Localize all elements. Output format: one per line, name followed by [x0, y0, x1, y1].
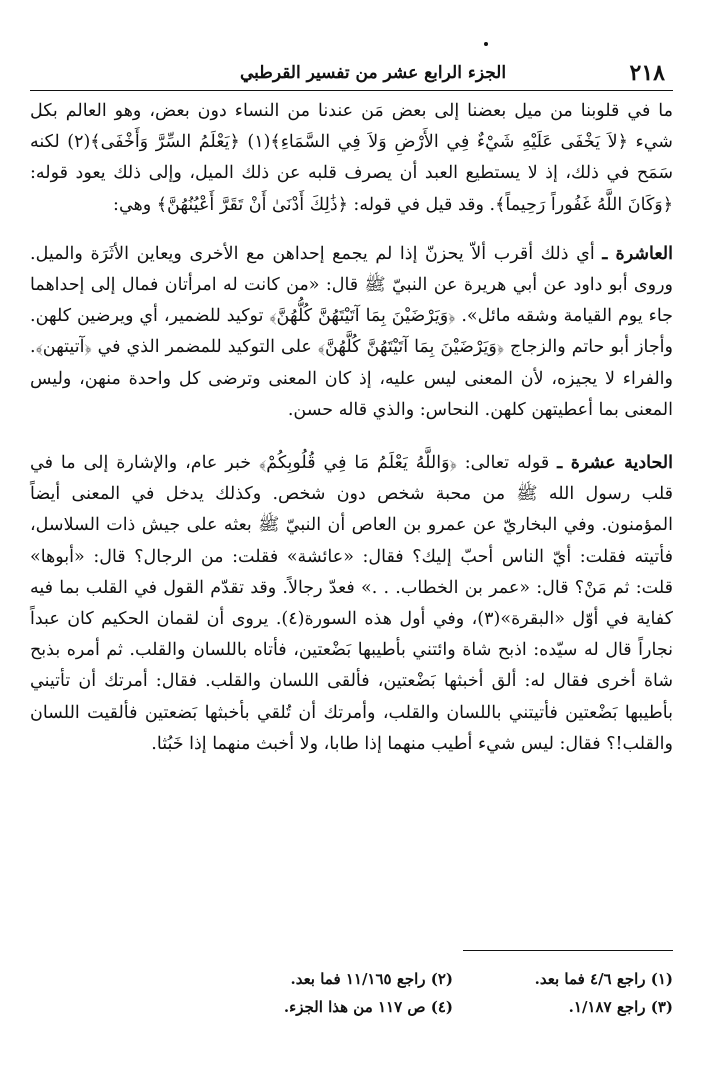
paragraph-heading: العاشرة ـ [602, 243, 673, 264]
footnote-row [30, 965, 673, 993]
main-text [30, 96, 673, 782]
paragraph-text: قوله تعالى: ﴿وَاللَّهُ يَعْلَمُ مَا فِي قُلُوبِكُمْ﴾ خبر عام، والإشارة إلى ما في قلب رسول الله ﷺ من محبة شخص دون شخص. وكذلك يدخل في المعنى أيضاً المؤمنون. وفي البخاريّ عن عمرو بن العاص أن النبيّ ﷺ بعثه على جيش ذات السلاسل، فأتيته فقلت: أيّ الناس أحبّ إليك؟ فقال: «عائشة» فقلت: من الرجال؟ قال: «أبوها» قلت: ثم مَنْ؟ قال: «عمر بن الخطاب. . .» فعدّ رجالاً. وقد تقدّم القول في القلب بما فيه كفاية في أوّل «البقرة»(٣)، وفي أول هذه السورة(٤). يروى أن لقمان الحكيم كان عبداً نجاراً قال له سيّده: اذبح شاة وائتني بأطيبها بَضْعتين، فأتاه باللسان والقلب. ثم أمره بذبح شاة أخرى فقال له: ألق أخبثها بَضْعتين، فألقى اللسان والقلب. فقال: أمرتك أن تأتيني بأطيبها بَضْعتين فأتيتني باللسان والقلب، وأمرتك أن تُلقي بأخبثها بَضعتين فألقيت اللسان والقلب!؟ فقال: ليس شيء أطيب منهما إذا طابا، ولا أخبث منهما إذا خَبُثا. [30, 453, 673, 754]
paragraph [30, 239, 673, 426]
ink-dot [484, 42, 488, 46]
footnote-rule [463, 950, 673, 951]
footnote: (٢) راجع ١١/١٦٥ فما بعد. [290, 970, 453, 988]
paragraph-text: أي ذلك أقرب ألاّ يحزنّ إذا لم يجمع إحداهن مع الأخرى ويعاين الأثَرَة والميل. وروى أبو داود عن أبي هريرة عن النبيّ ﷺ قال: «من كانت له امرأتان فمال إلى إحداهما جاء يوم القيامة وشقه مائل». ﴿وَيَرْضَيْنَ بِمَا آتَيْتَهُنَّ كُلُّهُنَّ﴾ توكيد للضمير، أي ويرضين كلهن. وأجاز أبو حاتم والزجاج ﴿وَيَرْضَيْنَ بِمَا آتَيْتَهُنَّ كُلَّهُنَّ﴾ على التوكيد للمضمر الذي في ﴿آتيتهن﴾. والفراء لا يجيزه، لأن المعنى ليس عليه، إذ كان المعنى وترضى كل واحدة منهن، وليس المعنى بما أعطيتهن كلهن. النحاس: والذي قاله حسن. [30, 243, 673, 420]
paragraph [30, 96, 673, 221]
footnote: (٣) راجع ١/١٨٧. [568, 998, 673, 1016]
footnote-row [30, 993, 673, 1021]
footnote: (٤) ص ١١٧ من هذا الجزء. [283, 998, 453, 1016]
running-title: الجزء الرابع عشر من تفسير القرطبي [240, 63, 507, 83]
footnotes [30, 965, 673, 1021]
paragraph-text: ما في قلوبنا من ميل بعضنا إلى بعض مَن عندنا من النساء دون بعض، وهو العالم بكل شيء ﴿لاَ يَخْفَى عَلَيْهِ شَيْءٌ فِي الأَرْضِ وَلاَ فِي السَّمَاءِ﴾(١) ﴿يَعْلَمُ السِّرَّ وَأَخْفَى﴾(٢) لكنه سَمَح في ذلك، إذ لا يستطيع العبد أن يصرف قلبه عن ذلك الميل، وإلى ذلك يعود قوله: ﴿وَكَانَ اللَّهُ غَفُوراً رَحِيماً﴾. وقد قيل في قوله: ﴿ذَٰلِكَ أَدْنَىٰ أَنْ تَقَرَّ أَعْيُنُهُنَّ﴾ وهي: [30, 101, 673, 215]
header-rule [30, 90, 673, 91]
page-number: ٢١٨ [629, 60, 665, 86]
paragraph [30, 448, 673, 760]
page-header [30, 58, 673, 88]
footnote: (١) راجع ٤/٦ فما بعد. [534, 970, 673, 988]
paragraph-heading: الحادية عشرة ـ [557, 453, 673, 474]
